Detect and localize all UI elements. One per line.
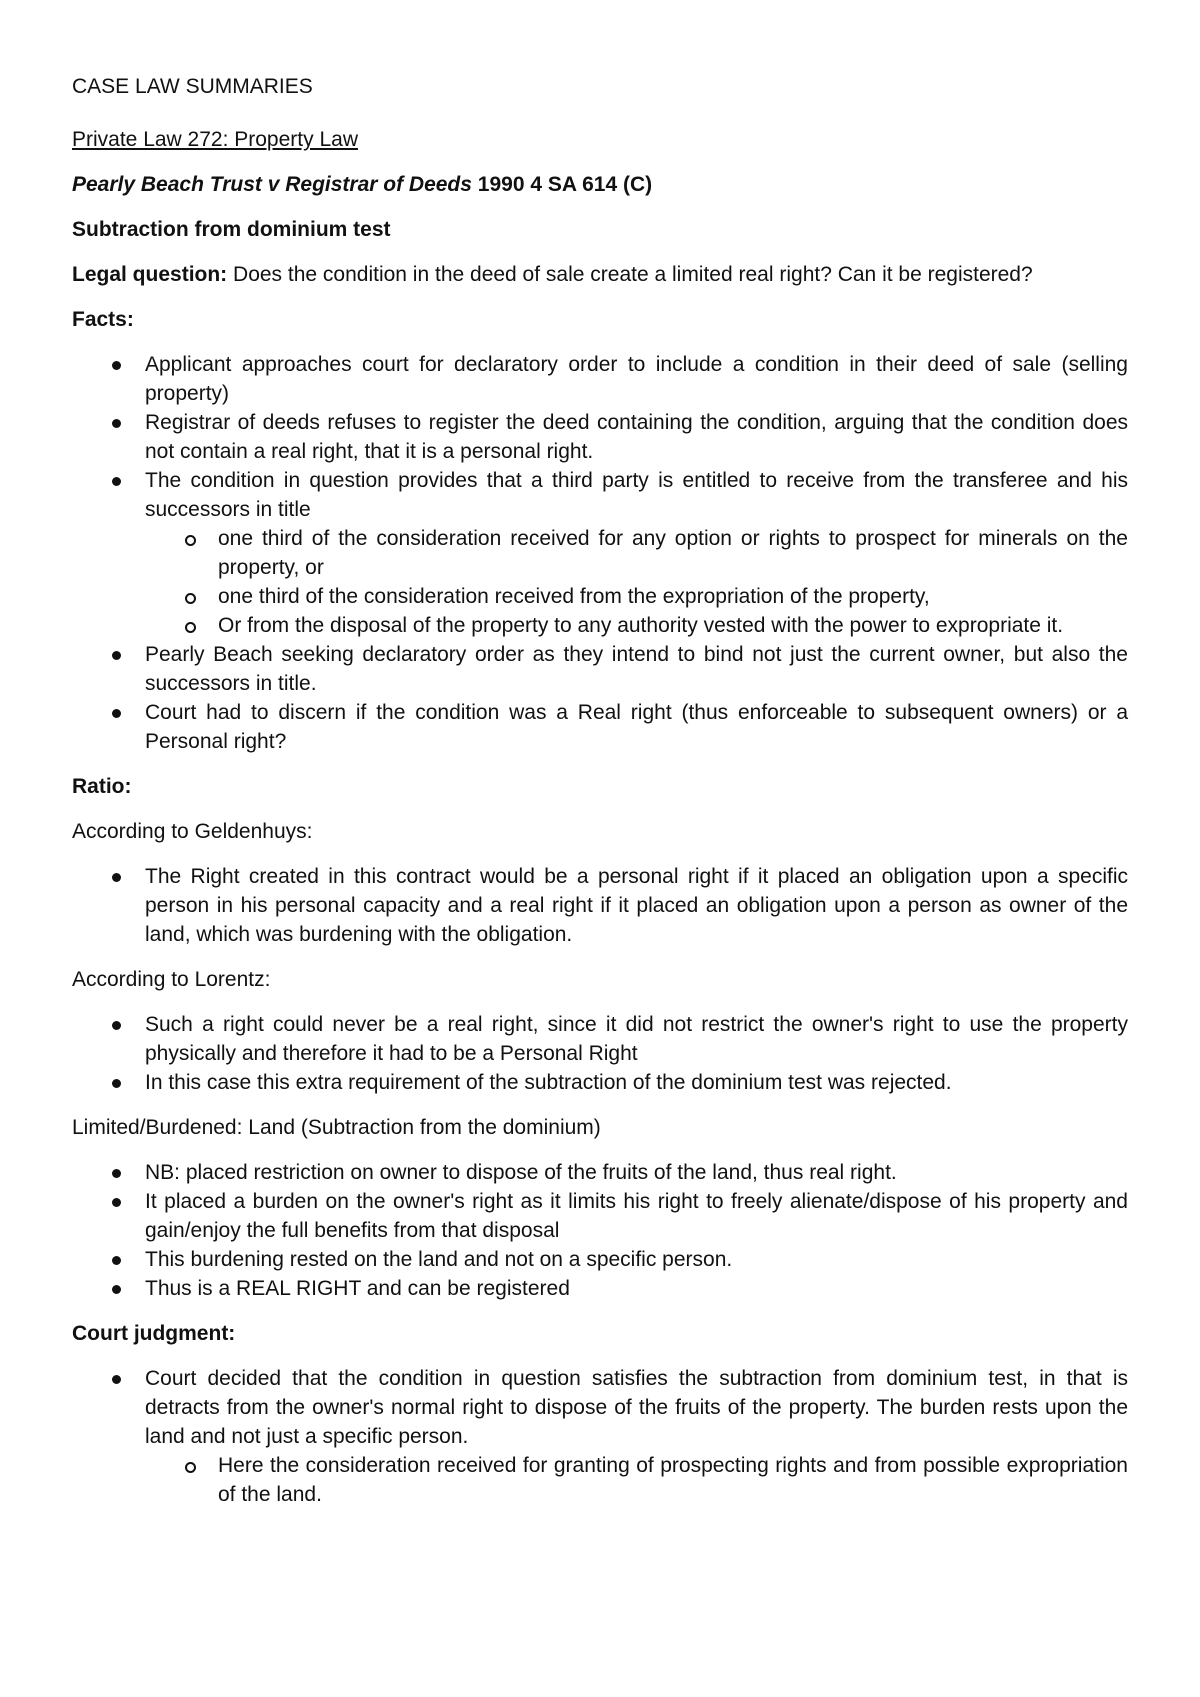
bullet-icon bbox=[112, 477, 121, 486]
limited-list bbox=[72, 1158, 1128, 1303]
case-name: Pearly Beach Trust v Registrar of Deeds bbox=[72, 173, 472, 196]
list-item: Court had to discern if the condition was a Real right (thus enforceable to subsequent owners) or a Personal right? bbox=[72, 698, 1128, 756]
circle-bullet-icon bbox=[185, 1462, 196, 1473]
list-item: Pearly Beach seeking declaratory order as they intend to bind not just the current owner, but also the successors in title. bbox=[72, 640, 1128, 698]
bullet-icon bbox=[112, 1079, 121, 1088]
judgment-heading: Court judgment: bbox=[72, 1322, 236, 1345]
list-item: Applicant approaches court for declaratory order to include a condition in their deed of sale (selling property) bbox=[72, 350, 1128, 408]
list-item: Registrar of deeds refuses to register the deed containing the condition, arguing that the condition does not contain a real right, that it is a personal right. bbox=[72, 408, 1128, 466]
list-item: This burdening rested on the land and not on a specific person. bbox=[72, 1245, 1128, 1274]
sublist-item: one third of the consideration received for any option or rights to prospect for minerals on the property, or bbox=[145, 524, 1128, 582]
bullet-icon bbox=[112, 419, 121, 428]
bullet-icon bbox=[112, 1169, 121, 1178]
circle-bullet-icon bbox=[185, 593, 196, 604]
sublist-item: Or from the disposal of the property to any authority vested with the power to expropriate it. bbox=[145, 611, 1128, 640]
bullet-icon bbox=[112, 1375, 121, 1384]
course-title: Private Law 272: Property Law bbox=[72, 128, 358, 151]
bullet-icon bbox=[112, 1285, 121, 1294]
geldenhuys-intro: According to Geldenhuys: bbox=[72, 820, 313, 843]
case-citation bbox=[72, 170, 1128, 199]
list-item: Such a right could never be a real right, since it did not restrict the owner's right to use the property physically and therefore it had to be a Personal Right bbox=[72, 1010, 1128, 1068]
facts-heading: Facts: bbox=[72, 308, 134, 331]
list-item: In this case this extra requirement of the subtraction of the dominium test was rejected. bbox=[72, 1068, 1128, 1097]
sublist-item: one third of the consideration received from the expropriation of the property, bbox=[145, 582, 1128, 611]
document-title: CASE LAW SUMMARIES bbox=[72, 75, 313, 98]
facts-sublist bbox=[145, 524, 1128, 640]
lorentz-list bbox=[72, 1010, 1128, 1097]
bullet-icon bbox=[112, 1256, 121, 1265]
lorentz-intro: According to Lorentz: bbox=[72, 968, 271, 991]
bullet-icon bbox=[112, 873, 121, 882]
bullet-icon bbox=[112, 709, 121, 718]
legal-question bbox=[72, 260, 1128, 289]
limited-intro: Limited/Burdened: Land (Subtraction from the dominium) bbox=[72, 1116, 601, 1139]
facts-list bbox=[72, 350, 1128, 756]
circle-bullet-icon bbox=[185, 535, 196, 546]
geldenhuys-list bbox=[72, 862, 1128, 949]
list-item: NB: placed restriction on owner to dispose of the fruits of the land, thus real right. bbox=[72, 1158, 1128, 1187]
list-item: Thus is a REAL RIGHT and can be registered bbox=[72, 1274, 1128, 1303]
list-item: It placed a burden on the owner's right as it limits his right to freely alienate/dispose of his property and gain/enjoy the full benefits from that disposal bbox=[72, 1187, 1128, 1245]
legal-question-text: Does the condition in the deed of sale create a limited real right? Can it be registered? bbox=[227, 263, 1033, 286]
bullet-icon bbox=[112, 1021, 121, 1030]
ratio-heading: Ratio: bbox=[72, 775, 132, 798]
bullet-icon bbox=[112, 651, 121, 660]
list-item: The Right created in this contract would be a personal right if it placed an obligation upon a specific person in his personal capacity and a real right if it placed an obligation upon a person as owner of the land, which was burdening with the obligation. bbox=[72, 862, 1128, 949]
list-item: The condition in question provides that a third party is entitled to receive from the transferee and his successors in title one third of the consideration received for any option or rights to prospect for minerals on the property, or one third of the consideration received from the expropriation of the property, Or from the disposal of the property to any authority vested with the power to expropriate it. bbox=[72, 466, 1128, 640]
bullet-icon bbox=[112, 1198, 121, 1207]
sublist-item: Here the consideration received for granting of prospecting rights and from possible expropriation of the land. bbox=[145, 1451, 1128, 1509]
list-item: Court decided that the condition in question satisfies the subtraction from dominium test, in that is detracts from the owner's normal right to dispose of the fruits of the property. The burden rests upon the land and not just a specific person. Here the consideration received for granting of prospecting rights and from possible expropriation of the land. bbox=[72, 1364, 1128, 1509]
judgment-list bbox=[72, 1364, 1128, 1509]
circle-bullet-icon bbox=[185, 622, 196, 633]
legal-question-label: Legal question: bbox=[72, 263, 228, 286]
bullet-icon bbox=[112, 361, 121, 370]
judgment-sublist bbox=[145, 1451, 1128, 1509]
case-reference: 1990 4 SA 614 (C) bbox=[471, 173, 653, 196]
test-heading: Subtraction from dominium test bbox=[72, 218, 391, 241]
